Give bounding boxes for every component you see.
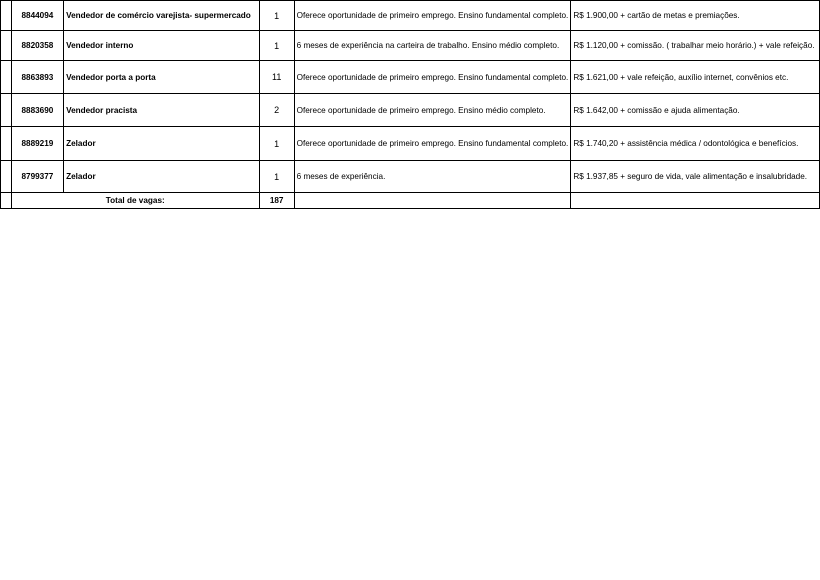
total-empty-cell xyxy=(571,193,820,209)
job-requirements: Oferece oportunidade de primeiro emprego. Ensino fundamental completo. xyxy=(294,61,571,94)
job-title: Vendedor interno xyxy=(64,31,260,61)
job-requirements: 6 meses de experiência na carteira de trabalho. Ensino médio completo. xyxy=(294,31,571,61)
table-row xyxy=(1,94,820,127)
row-margin-cell xyxy=(1,94,12,127)
job-code: 8883690 xyxy=(11,94,63,127)
job-code: 8844094 xyxy=(11,1,63,31)
job-vacancies-table xyxy=(0,0,820,209)
table-row xyxy=(1,127,820,161)
table-row xyxy=(1,61,820,94)
job-title: Zelador xyxy=(64,127,260,161)
job-quantity: 1 xyxy=(259,1,294,31)
total-value: 187 xyxy=(259,193,294,209)
job-quantity: 11 xyxy=(259,61,294,94)
job-requirements: 6 meses de experiência. xyxy=(294,161,571,193)
job-title: Vendedor pracista xyxy=(64,94,260,127)
job-salary: R$ 1.937,85 + seguro de vida, vale alimentação e insalubridade. xyxy=(571,161,820,193)
row-margin-cell xyxy=(1,161,12,193)
job-code: 8863893 xyxy=(11,61,63,94)
job-quantity: 1 xyxy=(259,31,294,61)
job-title: Zelador xyxy=(64,161,260,193)
job-salary: R$ 1.740,20 + assistência médica / odontológica e benefícios. xyxy=(571,127,820,161)
job-quantity: 2 xyxy=(259,94,294,127)
job-requirements: Oferece oportunidade de primeiro emprego. Ensino fundamental completo. xyxy=(294,127,571,161)
job-code: 8889219 xyxy=(11,127,63,161)
row-margin-cell xyxy=(1,31,12,61)
table-row xyxy=(1,161,820,193)
job-salary: R$ 1.621,00 + vale refeição, auxílio internet, convênios etc. xyxy=(571,61,820,94)
job-code: 8820358 xyxy=(11,31,63,61)
total-empty-cell xyxy=(294,193,571,209)
job-requirements: Oferece oportunidade de primeiro emprego. Ensino fundamental completo. xyxy=(294,1,571,31)
job-salary: R$ 1.642,00 + comissão e ajuda alimentação. xyxy=(571,94,820,127)
job-salary: R$ 1.120,00 + comissão. ( trabalhar meio horário.) + vale refeição. xyxy=(571,31,820,61)
job-quantity: 1 xyxy=(259,161,294,193)
table-row xyxy=(1,31,820,61)
row-margin-cell xyxy=(1,127,12,161)
job-title: Vendedor de comércio varejista- supermercado xyxy=(64,1,260,31)
job-quantity: 1 xyxy=(259,127,294,161)
job-salary: R$ 1.900,00 + cartão de metas e premiações. xyxy=(571,1,820,31)
total-row xyxy=(1,193,820,209)
spreadsheet xyxy=(0,0,820,209)
job-requirements: Oferece oportunidade de primeiro emprego. Ensino médio completo. xyxy=(294,94,571,127)
table-row xyxy=(1,1,820,31)
total-label: Total de vagas: xyxy=(11,193,259,209)
job-title: Vendedor porta a porta xyxy=(64,61,260,94)
row-margin-cell xyxy=(1,193,12,209)
row-margin-cell xyxy=(1,1,12,31)
job-code: 8799377 xyxy=(11,161,63,193)
row-margin-cell xyxy=(1,61,12,94)
